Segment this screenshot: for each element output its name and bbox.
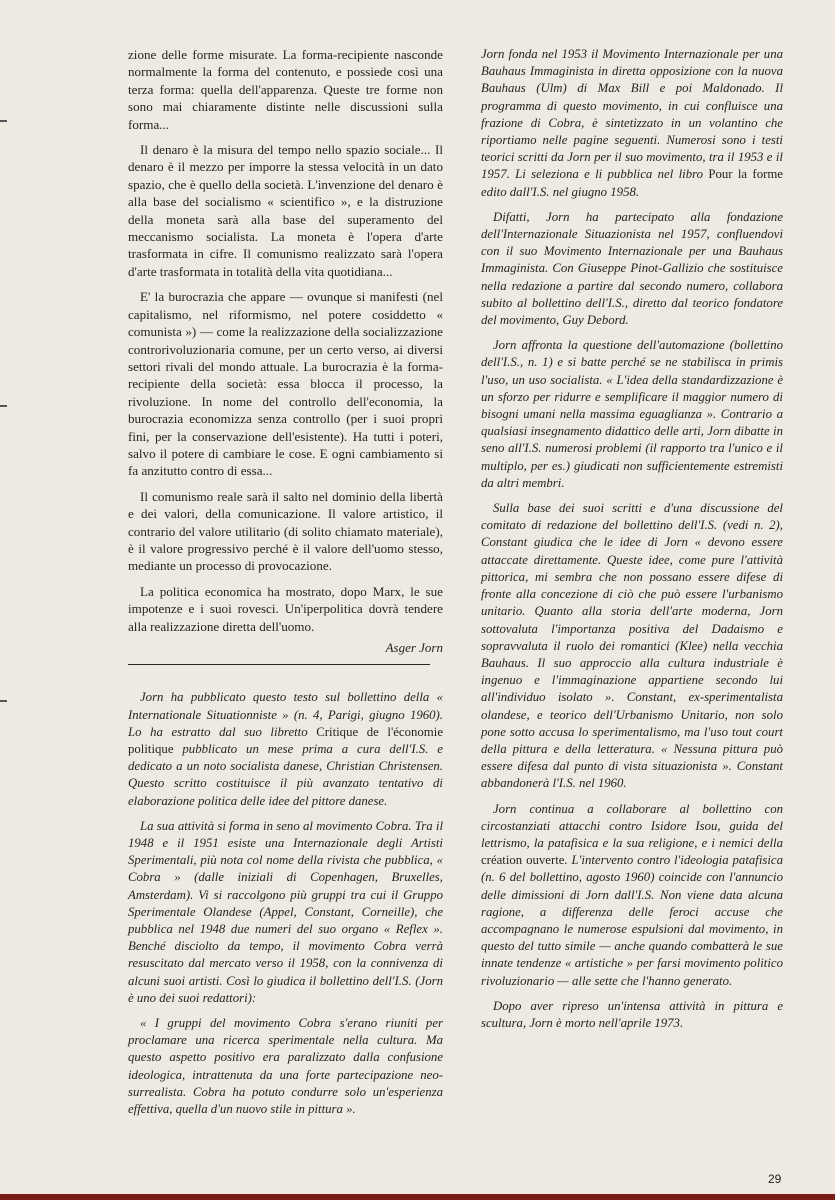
note-paragraph: Difatti, Jorn ha partecipato alla fondazione dell'Internazionale Situazionista nel 1957, confluendovi con il suo Movimento Internazionale per una Bauhaus Immaginista. Con Giuseppe Pinot-Gallizio che sostituisce nella redazione a partire dal secondo numero, collabora subito al bollettino dell'I.S., diretto dal teorico fondatore del movimento, Guy Debord. bbox=[481, 209, 783, 328]
body-paragraph: La politica economica ha mostrato, dopo Marx, le sue impotenze e i suoi rovesci. Un'iperpolitica dovrà tendere alla realizzazione diretta dell'uomo. bbox=[128, 583, 443, 634]
left-column bbox=[128, 46, 443, 1126]
note-paragraph: Dopo aver ripreso un'intensa attività in pittura e scultura, Jorn è morto nell'aprile 1973. bbox=[481, 998, 783, 1030]
book-title: Pour la forme bbox=[708, 167, 783, 182]
section-divider bbox=[128, 664, 430, 665]
book-title: création ouverte bbox=[481, 853, 565, 868]
note-paragraph bbox=[481, 801, 783, 990]
note-text: edito dall'I.S. nel giugno 1958. bbox=[481, 184, 640, 199]
margin-tick-mark bbox=[0, 120, 7, 122]
note-text: Jorn ha pubblicato questo testo sul bollettino della « Internationale Situationniste » (n. 4, Parigi, giugno 1960). Lo ha estratto dal suo libretto bbox=[128, 690, 443, 739]
note-paragraph bbox=[481, 46, 783, 201]
note-text: . L'intervento contro l'ideologia patafisica (n. 6 del bollettino, agosto 1960) coincide con l'annuncio delle dimissioni di Jorn dall'I.S. Non viene data alcuna ragione, a differenza delle feroci accuse che accompagnano le numerose espulsioni dal movimento, in questo del tutto simile — anche quando combatterà le sue innate tendenze « artistiche » per farsi movimento politico rivoluzionario — alle sette che l'hanno generato. bbox=[481, 853, 783, 988]
note-paragraph: Jorn affronta la questione dell'automazione (bollettino dell'I.S., n. 1) e si batte perché se ne stabilisca in primis l'uso, un uso socialista. « L'idea della standardizzazione è un sforzo per ridurre e semplificare il maggior numero di bisogni umani nella massima eguaglianza ». Contrario a qualsiasi insegnamento didattico delle arti, Jorn dibatte in seno all'I.S. numerosi problemi (il rapporto tra l'unico e il multiplo, per es.) giudicati non sufficientemente estremisti da altri membri. bbox=[481, 338, 783, 490]
note-text: Jorn fonda nel 1953 il Movimento Internazionale per una Bauhaus Immaginista in diretta opposizione con la nuova Bauhaus (Ulm) di Max Bill e poi Maldonado. Il programma di questo movimento, in cui confluisce una frazione di Cobra, è sintetizzato in un volantino che riportiamo nelle pagine seguenti. Numerosi sono i testi teorici scritti da Jorn per il suo movimento, tra il 1953 e il 1957. Li seleziona e li pubblica nel libro bbox=[481, 47, 783, 182]
page-number: 29 bbox=[768, 1172, 782, 1186]
body-paragraph: Il denaro è la misura del tempo nello spazio sociale... Il denaro è il mezzo per imporre la stessa velocità in un dato spazio, che è quello della società. L'invenzione del denaro è alla base del socialismo « scientifico », e la distruzione della moneta sarà alla base del superamento del meccanismo socialista. La moneta è l'opera d'arte trasformata in cifre. Il comunismo realizzato sarà l'opera d'arte trasformata in totalità della vita quotidiana... bbox=[128, 142, 443, 279]
note-paragraph: Sulla base dei suoi scritti e d'una discussione del comitato di redazione del bollettino dell'I.S. (vedi n. 2), Constant giudica che le idee di Jorn « devono essere attaccate direttamente. Queste idee, come pure l'attività pittorica, mi sembra che non possano essere difese di fronte alla concezione di ciò che può essere l'urbanismo unitario. Quanto alla storia dell'arte moderna, Jorn sottovaluta l'importanza positiva del Dadaismo e sopravvaluta il ruolo dei romantici (Klee) nella vecchia Bauhaus. Il suo approccio alla cultura industriale è ingenuo e l'immaginazione appartiene secondo lui all'individuo isolato ». Constant, ex-sperimentalista olandese, e teorico dell'Urbanismo Unitario, non solo pone sotto accusa lo sperimentalismo, ma l'uso tout court della pittura e della letteratura. « Nessuna pittura può essere difesa dal punto di vista situazionista ». Constant abbandonerà l'I.S. nel 1960. bbox=[481, 501, 783, 791]
margin-tick-mark bbox=[0, 700, 7, 702]
body-paragraph: E' la burocrazia che appare — ovunque si manifesti (nel capitalismo, nel riformismo, nel potere cosiddetto « comunista ») — come la realizzazione della socializzazione controrivoluzionaria comune, per un certo verso, ai diversi settori rivali del mondo attuale. La burocrazia è la forma-recipiente della società: essa blocca il processo, la rivoluzione. In nome del controllo dell'economia, la burocrazia economizza senza controllo (per i suoi propri fini, per la conservazione dell'esistente). Ha tutti i poteri, salvo il potere di cambiare le cose. E ogni cambiamento si fa anzitutto contro di essa... bbox=[128, 289, 443, 479]
bottom-color-band bbox=[0, 1194, 835, 1200]
note-paragraph bbox=[128, 689, 443, 809]
author-signature: Asger Jorn bbox=[385, 640, 443, 655]
right-column bbox=[481, 46, 783, 1040]
note-paragraph: La sua attività si forma in seno al movimento Cobra. Tra il 1948 e il 1951 esiste una Internazionale degli Artisti Sperimentali, più nota col nome della rivista che pubblica, « Cobra » (dalle iniziali di Copenhagen, Bruxelles, Amsterdam). Vi si raccolgono più gruppi tra cui il Gruppo Sperimentale Olandese (Appel, Constant, Corneille), che pubblica nel 1948 due numeri del suo organo « Reflex ». Benché disciolto da tempo, il movimento Cobra verrà resuscitato dal mercato verso il 1958, con la connivenza di alcuni suoi artisti. Così lo giudica il bollettino dell'I.S. (Jorn è uno dei suoi redattori): bbox=[128, 818, 443, 1005]
note-quote: « I gruppi del movimento Cobra s'erano riuniti per proclamare una ricerca sperimentale nella cultura. Ma questo aspetto positivo era paralizzato dalla confusione ideologica, intrattenuta da una forte partecipazione neo-surrealista. Cobra ha potuto condurre solo un'esperienza effettiva, quella d'un nuovo stile in pittura ». bbox=[128, 1016, 443, 1117]
book-title: Critique de l'économie politique bbox=[128, 724, 443, 757]
note-text: Jorn continua a collaborare al bollettino con circostanziati attacchi contro Isidore Isou, guida del lettrismo, la patafisica e la sua religione, e i nemici della bbox=[481, 801, 783, 850]
body-paragraph: Il comunismo reale sarà il salto nel dominio della libertà e dei valori, della comunicazione. Il valore artistico, il contrario del valore utilitario (di solito chiamato materiale), è il valore progressivo perché è il valore dell'uomo stesso, mediante un processo di provocazione. bbox=[128, 488, 443, 574]
body-paragraph: zione delle forme misurate. La forma-recipiente nasconde normalmente la forma del contenuto, e possiede così una terza forma: quella dell'apparenza. Queste tre forme non sono mai chiaramente distinte nelle discussioni sulla forma... bbox=[128, 47, 443, 132]
margin-tick-mark bbox=[0, 405, 7, 407]
note-text: pubblicato un mese prima a cura dell'I.S. e dedicato a un noto socialista danese, Christian Christensen. Questo scritto costituisce il più avanzato tentativo di elaborazione politica delle idee del pittore danese. bbox=[128, 742, 443, 808]
